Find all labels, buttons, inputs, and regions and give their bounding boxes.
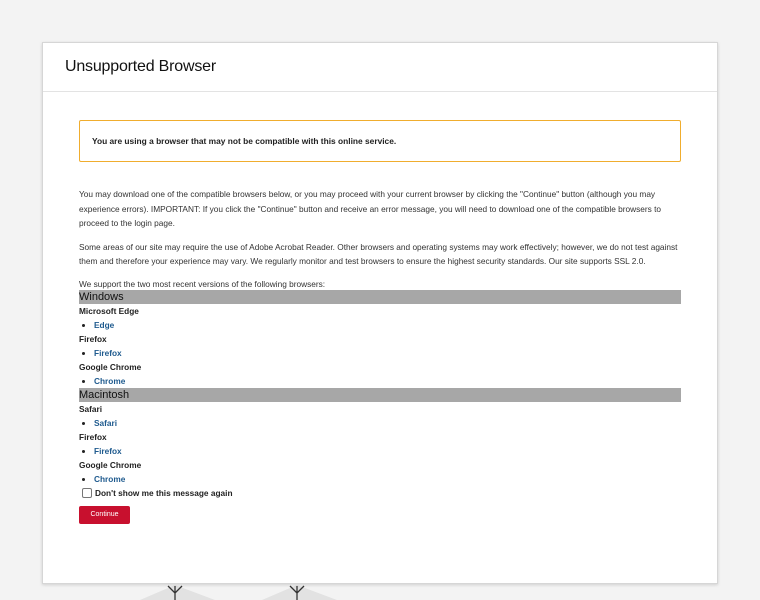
windows-chrome-name: Google Chrome	[79, 361, 142, 372]
windows-chrome-link[interactable]: Chrome	[94, 375, 126, 386]
mac-safari-link[interactable]: Safari	[94, 417, 118, 428]
windows-section-header: Windows	[79, 290, 681, 304]
windows-edge-name: Microsoft Edge	[79, 305, 139, 316]
mac-chrome-link[interactable]: Chrome	[94, 473, 126, 484]
list-item	[94, 416, 681, 430]
windows-edge-link[interactable]: Edge	[94, 319, 115, 330]
windows-firefox-name: Firefox	[79, 333, 107, 344]
dialog-header	[43, 43, 717, 92]
dont-show-again-checkbox[interactable]	[82, 488, 92, 498]
list-item	[94, 318, 681, 332]
dont-show-again-row	[79, 486, 681, 500]
list-item	[94, 472, 681, 486]
compatibility-warning: You are using a browser that may not be compatible with this online service.	[79, 120, 681, 162]
continue-button[interactable]: Continue	[79, 506, 130, 524]
supported-browsers-intro: We support the two most recent versions of the following browsers:	[79, 278, 326, 289]
macintosh-section-header: Macintosh	[79, 388, 681, 402]
download-instructions: You may download one of the compatible browsers below, or you may proceed with your current browser by clicking the "Continue" button (although you may experience errors). IMPORTANT: If you click the "Continue" button and receive an error message, you will need to download one of the compatible browsers to proceed to the login page.	[79, 189, 662, 228]
windows-edge-list	[79, 318, 681, 332]
acrobat-notice: Some areas of our site may require the use of Adobe Acrobat Reader. Other browsers and operating systems may work effectively; however, we do not test against them and therefore your experience may vary. We regularly monitor and test browsers to ensure the highest security standards. Our site supports SSL 2.0.	[79, 241, 678, 266]
list-item	[94, 444, 681, 458]
unsupported-browser-dialog	[42, 42, 718, 584]
mac-safari-list	[79, 416, 681, 430]
mac-firefox-name: Firefox	[79, 431, 107, 442]
mac-safari-name: Safari	[79, 403, 103, 414]
dont-show-again-label[interactable]: Don't show me this message again	[95, 487, 233, 498]
windows-firefox-link[interactable]: Firefox	[94, 347, 122, 358]
mac-firefox-list	[79, 444, 681, 458]
mac-firefox-link[interactable]: Firefox	[94, 445, 122, 456]
dialog-body	[43, 92, 717, 524]
mac-chrome-list	[79, 472, 681, 486]
list-item	[94, 374, 681, 388]
windows-firefox-list	[79, 346, 681, 360]
list-item	[94, 346, 681, 360]
mac-chrome-name: Google Chrome	[79, 459, 142, 470]
dialog-title: Unsupported Browser	[65, 58, 216, 75]
windows-chrome-list	[79, 374, 681, 388]
